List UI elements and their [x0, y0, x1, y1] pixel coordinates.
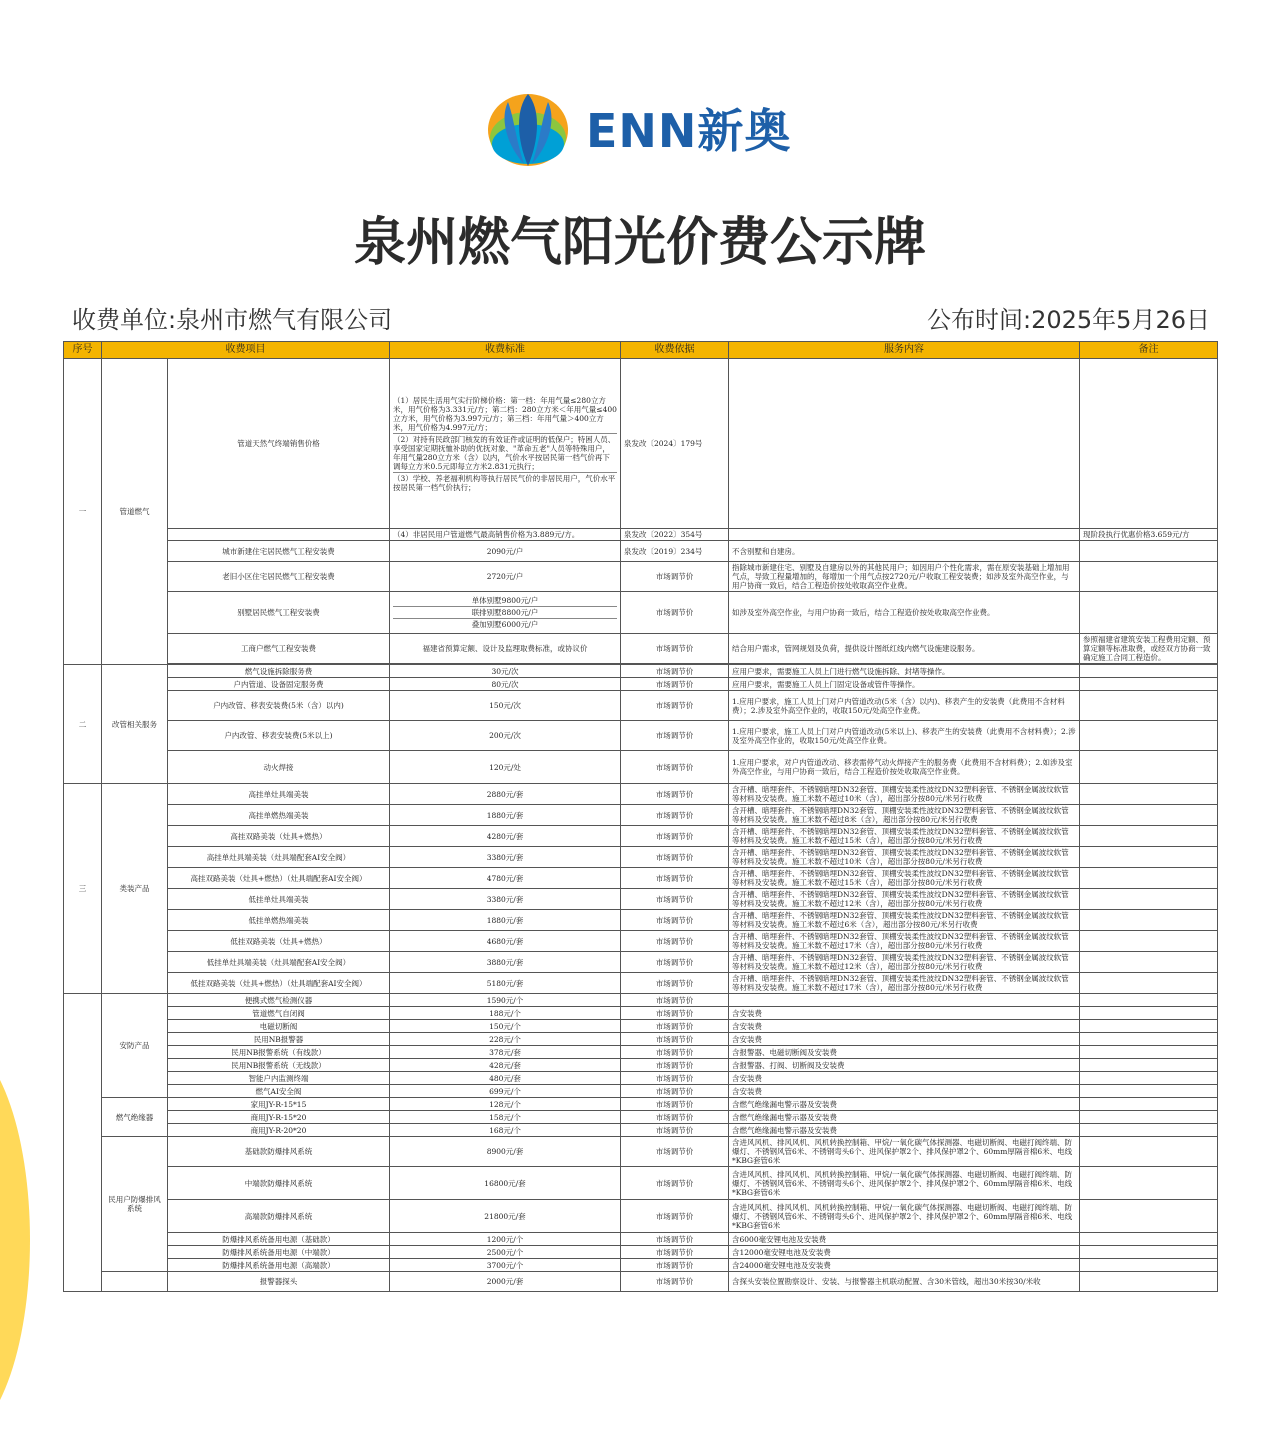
table-row: [64, 868, 1218, 889]
table-row: [64, 973, 1218, 994]
basis-cell: 市场调节价: [621, 784, 729, 805]
item-cell: 户内改管、移表安装费(5米（含）以内): [168, 691, 390, 721]
item-cell: 电磁切断阀: [168, 1020, 390, 1033]
note-cell: [1080, 1085, 1218, 1098]
service-cell: 不含别墅和自建房。: [729, 541, 1080, 562]
standard-cell: 2720元/户: [390, 562, 621, 592]
note-cell: [1080, 1059, 1218, 1072]
note-cell: [1080, 562, 1218, 592]
basis-cell: 市场调节价: [621, 1137, 729, 1167]
table-row: [64, 1098, 1218, 1111]
item-cell: 家用JY-R-15*15: [168, 1098, 390, 1111]
basis-cell: 泉发改〔2022〕354号: [621, 529, 729, 541]
table-row: [64, 678, 1218, 691]
item-cell: 高挂双路美装（灶具+燃热）: [168, 826, 390, 847]
standard-cell: 4280元/套: [390, 826, 621, 847]
table-row: [64, 1059, 1218, 1072]
basis-cell: 市场调节价: [621, 931, 729, 952]
item-cell: 智能户内监测终端: [168, 1072, 390, 1085]
standard-line: 叠加别墅6000元/户: [471, 620, 539, 629]
item-cell: 商用JY-R-20*20: [168, 1124, 390, 1137]
item-cell: 民用NB报警系统（有线款）: [168, 1046, 390, 1059]
service-cell: 含开槽、暗埋套件、不锈钢暗埋DN32套管、顶棚安装柔性波纹DN32塑料套管、不锈钢金属波纹软管等材料及安装费。施工米数不超过10米（含），超出部分按80元/米另行收费: [729, 847, 1080, 868]
service-cell: 含开槽、暗埋套件、不锈钢暗埋DN32套管、顶棚安装柔性波纹DN32塑料套管、不锈钢金属波纹软管等材料及安装费。施工米数不超过12米（含），超出部分按80元/米另行收费: [729, 889, 1080, 910]
note-cell: [1080, 1111, 1218, 1124]
note-cell: [1080, 665, 1218, 678]
note-cell: [1080, 1020, 1218, 1033]
section-category: 安防产品: [102, 994, 168, 1098]
standard-line: 联排别墅8800元/户: [393, 607, 617, 619]
standard-cell: [390, 359, 621, 529]
basis-cell: 泉发改〔2024〕179号: [621, 359, 729, 529]
service-cell: 含进风风机、排风风机、风机转换控制箱、甲烷/一氧化碳气体探测器、电磁切断阀、电磁打阀终端、防爆灯、不锈钢风管6米、不锈钢弯头6个、进风保护罩2个、排风保护罩2个、60mm厚隔音棉6米、电线*KBG套管6米: [729, 1137, 1080, 1167]
section-category: 民用户防爆排风系统: [102, 1137, 168, 1272]
service-cell: 如涉及室外高空作业，与用户协商一致后，结合工程造价按处收取高空作业费。: [729, 592, 1080, 634]
note-cell: [1080, 1046, 1218, 1059]
publish-date: 公布时间:2025年5月26日: [927, 306, 1210, 334]
table-row: [64, 1111, 1218, 1124]
basis-cell: 市场调节价: [621, 634, 729, 664]
table-row: [64, 805, 1218, 826]
basis-cell: 市场调节价: [621, 994, 729, 1007]
item-cell: 民用NB报警器: [168, 1033, 390, 1046]
basis-cell: 市场调节价: [621, 1072, 729, 1085]
table-row: [64, 721, 1218, 751]
service-cell: [729, 359, 1080, 529]
standard-cell: 480元/套: [390, 1072, 621, 1085]
table-row: [64, 952, 1218, 973]
table-row: [64, 1259, 1218, 1272]
table-row: [64, 1007, 1218, 1020]
basis-cell: 市场调节价: [621, 1098, 729, 1111]
section-category: 燃气绝缘器: [102, 1098, 168, 1137]
basis-cell: 市场调节价: [621, 1111, 729, 1124]
standard-cell: 1880元/套: [390, 910, 621, 931]
table-row: [64, 1246, 1218, 1259]
note-cell: [1080, 952, 1218, 973]
table-row: [64, 1124, 1218, 1137]
standard-cell: 378元/套: [390, 1046, 621, 1059]
service-cell: 含12000毫安锂电池及安装费: [729, 1246, 1080, 1259]
standard-cell: 5180元/套: [390, 973, 621, 994]
item-cell: 高挂单灶具端美装（灶具端配套AI安全阀）: [168, 847, 390, 868]
service-cell: 含安装费: [729, 1085, 1080, 1098]
service-cell: 含开槽、暗埋套件、不锈钢暗埋DN32套管、顶棚安装柔性波纹DN32塑料套管、不锈钢金属波纹软管等材料及安装费。施工米数不超过17米（含），超出部分按80元/米另行收费: [729, 973, 1080, 994]
fee-table-wrapper: [63, 341, 1217, 1292]
section-category: [102, 1272, 168, 1292]
item-cell: 民用NB报警系统（无线款）: [168, 1059, 390, 1072]
standard-cell: 699元/个: [390, 1085, 621, 1098]
standard-cell: 8900元/套: [390, 1137, 621, 1167]
item-cell: 别墅居民燃气工程安装费: [168, 592, 390, 634]
basis-cell: 市场调节价: [621, 889, 729, 910]
basis-cell: 市场调节价: [621, 1020, 729, 1033]
note-cell: [1080, 847, 1218, 868]
note-cell: [1080, 1072, 1218, 1085]
service-cell: 含安装费: [729, 1020, 1080, 1033]
service-cell: 含燃气绝缘漏电警示器及安装费: [729, 1111, 1080, 1124]
standard-cell: [390, 592, 621, 634]
item-cell: 防爆排风系统备用电源（中端款）: [168, 1246, 390, 1259]
service-cell: 指除城市新建住宅、别墅及自建房以外的其他民用户；如因用户个性化需求，需在原安装基础上增加用气点，导致工程量增加的，每增加一个用气点按2720元/户收取工程安装费；如涉及室外高空作业，与用户协商一致后，结合工程造价按处收取高空作业费。: [729, 562, 1080, 592]
basis-cell: 泉发改〔2019〕234号: [621, 541, 729, 562]
basis-cell: 市场调节价: [621, 665, 729, 678]
standard-cell: 188元/个: [390, 1007, 621, 1020]
item-cell: 高端款防爆排风系统: [168, 1200, 390, 1233]
table-row: [64, 889, 1218, 910]
item-cell: [168, 529, 390, 541]
standard-cell: 3380元/套: [390, 889, 621, 910]
item-cell: 高挂双路美装（灶具+燃热）（灶具端配套AI安全阀）: [168, 868, 390, 889]
basis-cell: 市场调节价: [621, 1167, 729, 1200]
section-number: 一: [64, 359, 102, 665]
item-cell: 管道天然气终端销售价格: [168, 359, 390, 529]
header-note: 备注: [1080, 342, 1218, 359]
item-cell: 中端款防爆排风系统: [168, 1167, 390, 1200]
note-cell: [1080, 1124, 1218, 1137]
note-cell: [1080, 592, 1218, 634]
basis-cell: 市场调节价: [621, 1007, 729, 1020]
service-cell: 含燃气绝缘漏电警示器及安装费: [729, 1098, 1080, 1111]
note-cell: [1080, 1259, 1218, 1272]
basis-cell: 市场调节价: [621, 691, 729, 721]
basis-cell: 市场调节价: [621, 1033, 729, 1046]
page-title: 泉州燃气阳光价费公示牌: [353, 213, 926, 273]
note-cell: [1080, 691, 1218, 721]
item-cell: 低挂单灶具端美装（灶具端配套AI安全阀）: [168, 952, 390, 973]
item-cell: 城市新建住宅居民燃气工程安装费: [168, 541, 390, 562]
section-number: 三: [64, 784, 102, 994]
basis-cell: 市场调节价: [621, 1233, 729, 1246]
basis-cell: 市场调节价: [621, 721, 729, 751]
table-row: [64, 541, 1218, 562]
standard-cell: 150元/个: [390, 1020, 621, 1033]
standard-cell: 228元/个: [390, 1033, 621, 1046]
item-cell: 户内管道、设备固定服务费: [168, 678, 390, 691]
note-cell: [1080, 973, 1218, 994]
section-category: 改管相关服务: [102, 665, 168, 784]
table-row: [64, 1167, 1218, 1200]
section-category: 类装产品: [102, 784, 168, 994]
table-row: [64, 847, 1218, 868]
note-cell: 现阶段执行优惠价格3.659元/方: [1080, 529, 1218, 541]
item-cell: 报警器探头: [168, 1272, 390, 1292]
standard-cell: 2880元/套: [390, 784, 621, 805]
item-cell: 防爆排风系统备用电源（高端款）: [168, 1259, 390, 1272]
item-cell: 高挂单燃热端美装: [168, 805, 390, 826]
standard-cell: 150元/次: [390, 691, 621, 721]
service-cell: 含进风风机、排风风机、风机转换控制箱、甲烷/一氧化碳气体探测器、电磁切断阀、电磁打阀终端、防爆灯、不锈钢风管6米、不锈钢弯头6个、进风保护罩2个、排风保护罩2个、60mm厚隔音棉6米、电线*KBG套管6米: [729, 1200, 1080, 1233]
note-cell: [1080, 910, 1218, 931]
service-cell: 含报警器、打阀、切断阀及安装费: [729, 1059, 1080, 1072]
basis-cell: 市场调节价: [621, 1272, 729, 1292]
service-cell: 1.应用户要求，对户内管道改动、移表需停气动火焊接产生的服务费（此费用不含材料费）；2.如涉及室外高空作业，与用户协商一致后，结合工程造价按处收取高空作业费。: [729, 751, 1080, 784]
standard-cell: 1590元/个: [390, 994, 621, 1007]
basis-cell: 市场调节价: [621, 751, 729, 784]
item-cell: 工商户燃气工程安装费: [168, 634, 390, 664]
note-cell: [1080, 1272, 1218, 1292]
service-cell: 含开槽、暗埋套件、不锈钢暗埋DN32套管、顶棚安装柔性波纹DN32塑料套管、不锈钢金属波纹软管等材料及安装费。施工米数不超过6米（含），超出部分按80元/米另行收费: [729, 910, 1080, 931]
item-cell: 老旧小区住宅居民燃气工程安装费: [168, 562, 390, 592]
service-cell: 结合用户需求，管网规划及负荷，提供设计图纸红线内燃气设施建设服务。: [729, 634, 1080, 664]
basis-cell: 市场调节价: [621, 952, 729, 973]
standard-cell: 2000元/套: [390, 1272, 621, 1292]
basis-cell: 市场调节价: [621, 868, 729, 889]
header-item: 收费项目: [102, 342, 390, 359]
basis-cell: 市场调节价: [621, 910, 729, 931]
service-cell: 含燃气绝缘漏电警示器及安装费: [729, 1124, 1080, 1137]
service-cell: 含6000毫安锂电池及安装费: [729, 1233, 1080, 1246]
basis-cell: 市场调节价: [621, 1046, 729, 1059]
note-cell: 参照福建省建筑安装工程费用定额、预算定额等标准取费，或经双方协商一致确定施工合同工程造价。: [1080, 634, 1218, 664]
section-category: 管道燃气: [102, 359, 168, 665]
table-row: [64, 665, 1218, 678]
fee-table: [63, 341, 1218, 1292]
item-cell: 燃气AI安全阀: [168, 1085, 390, 1098]
service-cell: 含开槽、暗埋套件、不锈钢暗埋DN32套管、顶棚安装柔性波纹DN32塑料套管、不锈钢金属波纹软管等材料及安装费。施工米数不超过8米（含），超出部分按80元/米另行收费: [729, 805, 1080, 826]
item-cell: 商用JY-R-15*20: [168, 1111, 390, 1124]
service-cell: 应用户要求，需要施工人员上门进行燃气设施拆除、封堵等操作。: [729, 665, 1080, 678]
service-cell: 含开槽、暗埋套件、不锈钢暗埋DN32套管、顶棚安装柔性波纹DN32塑料套管、不锈钢金属波纹软管等材料及安装费。施工米数不超过12米（含），超出部分按80元/米另行收费: [729, 952, 1080, 973]
standard-cell: 128元/个: [390, 1098, 621, 1111]
table-row: [64, 1085, 1218, 1098]
basis-cell: 市场调节价: [621, 973, 729, 994]
item-cell: 户内改管、移表安装费(5米以上): [168, 721, 390, 751]
table-row: [64, 826, 1218, 847]
note-cell: [1080, 678, 1218, 691]
note-cell: [1080, 1033, 1218, 1046]
standard-cell: 1880元/套: [390, 805, 621, 826]
standard-cell: 30元/次: [390, 665, 621, 678]
standard-cell: 3880元/套: [390, 952, 621, 973]
basis-cell: 市场调节价: [621, 826, 729, 847]
table-row: [64, 931, 1218, 952]
table-row: [64, 1233, 1218, 1246]
header-basis: 收费依据: [621, 342, 729, 359]
header-no: 序号: [64, 342, 102, 359]
header-service: 服务内容: [729, 342, 1080, 359]
note-cell: [1080, 994, 1218, 1007]
service-cell: [729, 529, 1080, 541]
basis-cell: 市场调节价: [621, 805, 729, 826]
table-row: [64, 751, 1218, 784]
table-row: [64, 1200, 1218, 1233]
standard-cell: 福建省预算定额、设计及监理取费标准，或协议价: [390, 634, 621, 664]
header-standard: 收费标准: [390, 342, 621, 359]
service-cell: 含24000毫安锂电池及安装费: [729, 1259, 1080, 1272]
section-number: [64, 994, 102, 1292]
basis-cell: 市场调节价: [621, 1124, 729, 1137]
service-cell: 含开槽、暗埋套件、不锈钢暗埋DN32套管、顶棚安装柔性波纹DN32塑料套管、不锈钢金属波纹软管等材料及安装费。施工米数不超过17米（含），超出部分按80元/米另行收费: [729, 931, 1080, 952]
table-row: [64, 634, 1218, 664]
note-cell: [1080, 1007, 1218, 1020]
service-cell: 1.应用户要求，施工人员上门对户内管道改动(5米以上)、移表产生的安装费（此费用不含材料费）；2.涉及室外高空作业的，收取150元/处高空作业费。: [729, 721, 1080, 751]
note-cell: [1080, 784, 1218, 805]
table-row: [64, 1137, 1218, 1167]
standard-line: 单体别墅9800元/户: [393, 595, 617, 607]
service-cell: 1.应用户要求，施工人员上门对户内管道改动(5米（含）以内)、移表产生的安装费（此费用不含材料费）；2.涉及室外高空作业的，收取150元/处高空作业费。: [729, 691, 1080, 721]
note-cell: [1080, 805, 1218, 826]
standard-cell: 168元/个: [390, 1124, 621, 1137]
service-cell: [729, 994, 1080, 1007]
standard-cell: 200元/次: [390, 721, 621, 751]
service-cell: 含进风风机、排风风机、风机转换控制箱、甲烷/一氧化碳气体探测器、电磁切断阀、电磁打阀终端、防爆灯、不锈钢风管6米、不锈钢弯头6个、进风保护罩2个、排风保护罩2个、60mm厚隔音棉6米、电线*KBG套管6米: [729, 1167, 1080, 1200]
standard-line: （2）对持有民政部门核发的有效证件或证明的低保户；特困人员、享受国家定期抚恤补助的优抚对象、"革命五老"人员等特殊用户，年用气量280立方米（含）以内，气价水平按居民第一档气价再下调每立方米0.5元即每立方米2.831元执行；: [393, 434, 616, 471]
standard-cell: 4780元/套: [390, 868, 621, 889]
note-cell: [1080, 359, 1218, 529]
standard-cell: 120元/处: [390, 751, 621, 784]
item-cell: 管道燃气自闭阀: [168, 1007, 390, 1020]
service-cell: 含安装费: [729, 1007, 1080, 1020]
enn-logo: [486, 88, 791, 168]
table-row: [64, 562, 1218, 592]
basis-cell: 市场调节价: [621, 562, 729, 592]
note-cell: [1080, 889, 1218, 910]
item-cell: 便携式燃气检测仪器: [168, 994, 390, 1007]
item-cell: 动火焊接: [168, 751, 390, 784]
service-cell: 含开槽、暗埋套件、不锈钢暗埋DN32套管、顶棚安装柔性波纹DN32塑料套管、不锈钢金属波纹软管等材料及安装费。施工米数不超过15米（含），超出部分按80元/米另行收费: [729, 826, 1080, 847]
note-cell: [1080, 721, 1218, 751]
service-cell: 含安装费: [729, 1033, 1080, 1046]
note-cell: [1080, 1246, 1218, 1259]
table-row: [64, 691, 1218, 721]
table-row: [64, 784, 1218, 805]
standard-cell: 16800元/套: [390, 1167, 621, 1200]
item-cell: 低挂双路美装（灶具+燃热）: [168, 931, 390, 952]
standard-cell: 3380元/套: [390, 847, 621, 868]
basis-cell: 市场调节价: [621, 592, 729, 634]
section-number: 二: [64, 665, 102, 784]
table-row: [64, 529, 1218, 541]
standard-cell: （4）非居民用户管道燃气最高销售价格为3.889元/方。: [390, 529, 621, 541]
note-cell: [1080, 931, 1218, 952]
note-cell: [1080, 1233, 1218, 1246]
note-cell: [1080, 826, 1218, 847]
table-row: [64, 1272, 1218, 1292]
table-row: [64, 1046, 1218, 1059]
service-cell: 含开槽、暗埋套件、不锈钢暗埋DN32套管、顶棚安装柔性波纹DN32塑料套管、不锈钢金属波纹软管等材料及安装费。施工米数不超过15米（含），超出部分按80元/米另行收费: [729, 868, 1080, 889]
item-cell: 高挂单灶具端美装: [168, 784, 390, 805]
table-row: [64, 1072, 1218, 1085]
table-header-row: [64, 342, 1218, 359]
standard-line: （1）居民生活用气实行阶梯价格：第一档：年用气量≤280立方米，用气价格为3.331元/方；第二档：280立方米＜年用气量≤400立方米，用气价格为3.997元/方；第三档：年用气量＞400立方米，用气价格为4.997元/方；: [393, 395, 617, 432]
standard-cell: 3700元/个: [390, 1259, 621, 1272]
standard-cell: 428元/套: [390, 1059, 621, 1072]
note-cell: [1080, 541, 1218, 562]
service-cell: 含探头安装位置勘察设计、安装、与报警器主机联动配置、含30米管线，超出30米按30/米收: [729, 1272, 1080, 1292]
item-cell: 燃气设施拆除服务费: [168, 665, 390, 678]
charging-org: 收费单位:泉州市燃气有限公司: [72, 306, 393, 334]
basis-cell: 市场调节价: [621, 847, 729, 868]
service-cell: 含开槽、暗埋套件、不锈钢暗埋DN32套管、顶棚安装柔性波纹DN32塑料套管、不锈钢金属波纹软管等材料及安装费。施工米数不超过10米（含），超出部分按80元/米另行收费: [729, 784, 1080, 805]
basis-cell: 市场调节价: [621, 1085, 729, 1098]
item-cell: 防爆排风系统备用电源（基础款）: [168, 1233, 390, 1246]
basis-cell: 市场调节价: [621, 1059, 729, 1072]
standard-cell: 80元/次: [390, 678, 621, 691]
basis-cell: 市场调节价: [621, 678, 729, 691]
table-row: [64, 592, 1218, 634]
service-cell: 应用户要求，需要施工人员上门固定设备或管件等操作。: [729, 678, 1080, 691]
note-cell: [1080, 868, 1218, 889]
basis-cell: 市场调节价: [621, 1200, 729, 1233]
table-row: [64, 1020, 1218, 1033]
item-cell: 低挂单燃热端美装: [168, 910, 390, 931]
standard-cell: 2500元/个: [390, 1246, 621, 1259]
table-row: [64, 359, 1218, 529]
basis-cell: 市场调节价: [621, 1259, 729, 1272]
standard-cell: 158元/个: [390, 1111, 621, 1124]
enn-logo-text: ENN新奥: [586, 104, 792, 158]
standard-cell: 1200元/个: [390, 1233, 621, 1246]
standard-cell: 2090元/户: [390, 541, 621, 562]
note-cell: [1080, 1098, 1218, 1111]
table-row: [64, 994, 1218, 1007]
standard-line: （3）学校、养老福利机构等执行居民气价的非居民用户，气价水平按居民第一档气价执行；: [393, 473, 616, 492]
service-cell: 含安装费: [729, 1072, 1080, 1085]
note-cell: [1080, 1137, 1218, 1167]
standard-cell: 21800元/套: [390, 1200, 621, 1233]
table-row: [64, 1033, 1218, 1046]
item-cell: 低挂双路美装（灶具+燃热）（灶具端配套AI安全阀）: [168, 973, 390, 994]
item-cell: 基础款防爆排风系统: [168, 1137, 390, 1167]
note-cell: [1080, 1167, 1218, 1200]
note-cell: [1080, 751, 1218, 784]
item-cell: 低挂单灶具端美装: [168, 889, 390, 910]
enn-flower-icon: [486, 88, 570, 168]
table-row: [64, 910, 1218, 931]
decorative-yellow-arc: [0, 1040, 30, 1440]
note-cell: [1080, 1200, 1218, 1233]
basis-cell: 市场调节价: [621, 1246, 729, 1259]
service-cell: 含报警器、电磁切断阀及安装费: [729, 1046, 1080, 1059]
standard-cell: 4680元/套: [390, 931, 621, 952]
